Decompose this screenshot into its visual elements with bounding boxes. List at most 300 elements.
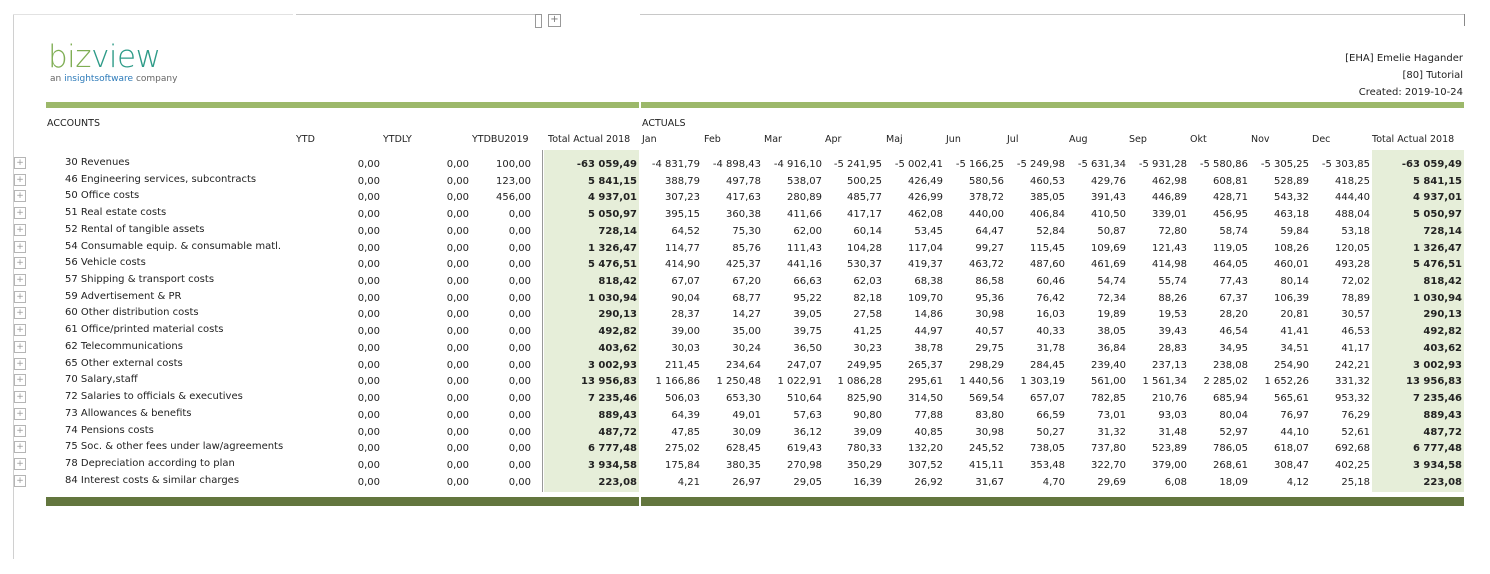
expand-row-icon[interactable]: + [14,207,26,219]
month-cell: 786,05 [1213,443,1248,455]
month-cell: 385,05 [1030,192,1065,204]
month-cell: 28,37 [671,309,700,321]
month-cell: -5 580,86 [1199,159,1248,170]
ytdbu2019-cell: 0,00 [508,309,531,321]
month-cell: 210,76 [1152,393,1187,405]
ytdly-cell: 0,00 [446,276,469,288]
month-cell: 26,92 [914,476,943,488]
expand-row-icon[interactable]: + [14,241,26,253]
month-cell: 653,30 [726,393,761,405]
ytdly-cell: 0,00 [446,443,469,455]
column-header-right-8: Sep [1129,134,1147,145]
month-cell: 76,42 [1036,292,1065,304]
ytdbu2019-cell: 0,00 [508,276,531,288]
month-cell: 19,53 [1158,309,1187,321]
table-row [0,306,1490,323]
month-cell: 350,29 [847,459,882,471]
month-cell: 237,13 [1152,359,1187,371]
month-cell: 114,77 [665,242,700,254]
table-row [0,206,1490,223]
column-header-right-11: Dec [1312,134,1331,145]
month-cell: 417,17 [847,209,882,221]
expand-row-icon[interactable]: + [14,324,26,336]
total-actual-cell: 290,13 [598,309,637,321]
month-cell: 1 561,34 [1142,376,1187,388]
month-cell: 93,03 [1158,409,1187,421]
month-cell: 211,45 [665,359,700,371]
total-actual-cell: 1 326,47 [587,242,637,254]
month-cell: 446,89 [1152,192,1187,204]
ytdbu2019-cell: 0,00 [508,292,531,304]
month-cell: 28,83 [1158,342,1187,354]
month-cell: 36,84 [1097,342,1126,354]
month-cell: 485,77 [847,192,882,204]
table-row [0,357,1490,374]
month-cell: 52,84 [1036,225,1065,237]
total-actual-cell: 1 030,94 [587,292,637,304]
month-cell: 38,05 [1097,326,1126,338]
ytd-cell: 0,00 [357,242,380,254]
table-row [0,290,1490,307]
ytdbu2019-cell: 100,00 [496,159,531,170]
month-cell: 90,80 [853,409,882,421]
table-row [0,273,1490,290]
month-cell: 36,50 [793,342,822,354]
month-cell: 39,09 [853,426,882,438]
month-cell: 52,61 [1341,426,1370,438]
ytdly-cell: 0,00 [446,393,469,405]
expand-icon[interactable]: + [548,14,561,27]
month-cell: 31,78 [1036,342,1065,354]
expand-row-icon[interactable]: + [14,257,26,269]
month-cell: 500,25 [847,175,882,187]
month-cell: 30,23 [853,342,882,354]
month-cell: 314,50 [908,393,943,405]
month-cell: 108,26 [1274,242,1309,254]
month-cell: 121,43 [1152,242,1187,254]
account-name: 51 Real estate costs [65,207,167,219]
month-cell: 1 166,86 [655,376,700,388]
month-cell: 39,05 [793,309,822,321]
month-cell: 39,00 [671,326,700,338]
total-actual-cell: 13 956,83 [581,376,637,388]
month-cell: 463,18 [1274,209,1309,221]
ytdly-cell: 0,00 [446,192,469,204]
month-cell: 16,03 [1036,309,1065,321]
month-cell: 67,07 [671,276,700,288]
month-cell: -5 303,85 [1321,159,1370,170]
month-cell: 268,61 [1213,459,1248,471]
ytd-cell: 0,00 [357,376,380,388]
month-cell: 628,45 [726,443,761,455]
ytd-cell: 0,00 [357,476,380,488]
account-name: 75 Soc. & other fees under law/agreements [65,441,284,453]
total-actual-cell: 889,43 [598,409,637,421]
month-cell: 460,01 [1274,259,1309,271]
ytdly-cell: 0,00 [446,459,469,471]
logo-tagline-suffix: company [133,74,178,84]
account-name: 70 Salary,staff [65,374,138,386]
month-cell: 95,22 [793,292,822,304]
month-cell: 307,23 [665,192,700,204]
month-cell: 538,07 [787,175,822,187]
month-cell: 53,18 [1341,225,1370,237]
table-row [0,156,1490,173]
month-cell: 38,78 [914,342,943,354]
month-cell: 25,18 [1341,476,1370,488]
month-cell: 461,69 [1091,259,1126,271]
ytdly-cell: 0,00 [446,426,469,438]
month-cell: 66,63 [793,276,822,288]
total-actual-right-cell: 290,13 [1423,309,1462,321]
total-actual-right-cell: 818,42 [1423,276,1462,288]
month-cell: 47,85 [671,426,700,438]
total-actual-right-cell: -63 059,49 [1401,159,1462,170]
ytd-cell: 0,00 [357,225,380,237]
column-header-right-5: Jun [946,134,961,145]
month-cell: 31,67 [975,476,1004,488]
month-cell: 1 303,19 [1020,376,1065,388]
right-footer-bar [641,497,1464,506]
month-cell: 543,32 [1274,192,1309,204]
month-cell: 95,36 [975,292,1004,304]
pane-splitter-handle[interactable] [535,14,542,28]
month-cell: -4 831,79 [651,159,700,170]
ytdly-cell: 0,00 [446,326,469,338]
total-actual-cell: 728,14 [598,225,637,237]
ytd-cell: 0,00 [357,459,380,471]
account-name: 72 Salaries to officials & executives [65,391,243,403]
month-cell: 1 022,91 [777,376,822,388]
column-header-left-3: Total Actual 2018 [548,134,631,145]
ytdbu2019-cell: 0,00 [508,326,531,338]
month-cell: 388,79 [665,175,700,187]
month-cell: 426,49 [908,175,943,187]
month-cell: 414,98 [1152,259,1187,271]
month-cell: 523,89 [1152,443,1187,455]
total-actual-right-cell: 4 937,01 [1412,192,1462,204]
expand-row-icon[interactable]: + [14,291,26,303]
ytdbu2019-cell: 0,00 [508,443,531,455]
total-actual-cell: 3 934,58 [587,459,637,471]
month-cell: 83,80 [975,409,1004,421]
month-cell: 619,43 [787,443,822,455]
ytdly-cell: 0,00 [446,476,469,488]
column-header-right-12: Total Actual 2018 [1372,134,1455,145]
month-cell: 497,78 [726,175,761,187]
left-header-bar [46,102,639,108]
month-cell: 953,32 [1335,393,1370,405]
account-name: 56 Vehicle costs [65,257,146,269]
month-cell: 353,48 [1030,459,1065,471]
month-cell: 462,08 [908,209,943,221]
month-cell: 99,27 [975,242,1004,254]
month-cell: 308,47 [1274,459,1309,471]
expand-row-icon[interactable]: + [14,391,26,403]
ytd-cell: 0,00 [357,159,380,170]
total-actual-cell: 3 002,93 [587,359,637,371]
account-name: 84 Interest costs & similar charges [65,474,240,486]
left-footer-bar [46,497,639,506]
month-cell: 111,43 [787,242,822,254]
month-cell: 41,25 [853,326,882,338]
table-row [0,390,1490,407]
month-cell: 73,01 [1097,409,1126,421]
ytdbu2019-cell: 0,00 [508,476,531,488]
ytd-cell: 0,00 [357,292,380,304]
month-cell: 275,02 [665,443,700,455]
ytdly-cell: 0,00 [446,376,469,388]
month-cell: 234,64 [726,359,761,371]
ytd-cell: 0,00 [357,359,380,371]
ytdbu2019-cell: 456,00 [496,192,531,204]
account-name: 46 Engineering services, subcontracts [65,173,257,185]
month-cell: 608,81 [1213,175,1248,187]
expand-row-icon[interactable]: + [14,274,26,286]
month-cell: 62,03 [853,276,882,288]
total-actual-right-cell: 487,72 [1423,426,1462,438]
column-header-right-10: Nov [1251,134,1270,145]
total-actual-cell: 4 937,01 [587,192,637,204]
month-cell: 16,39 [853,476,882,488]
month-cell: 528,89 [1274,175,1309,187]
ytdly-cell: 0,00 [446,175,469,187]
left-pane-scroll-track[interactable] [296,14,536,15]
month-cell: 59,84 [1280,225,1309,237]
month-cell: 18,09 [1219,476,1248,488]
logo-text-biz: biz [48,39,92,75]
expand-row-icon[interactable]: + [14,441,26,453]
account-name: 59 Advertisement & PR [65,290,182,302]
total-actual-cell: 6 777,48 [587,443,637,455]
expand-row-icon[interactable]: + [14,408,26,420]
month-cell: 77,88 [914,409,943,421]
table-row [0,240,1490,257]
month-cell: -5 166,25 [955,159,1004,170]
month-cell: 239,40 [1091,359,1126,371]
month-cell: 88,26 [1158,292,1187,304]
month-cell: 34,51 [1280,342,1309,354]
month-cell: 41,17 [1341,342,1370,354]
expand-row-icon[interactable]: + [14,224,26,236]
ytdbu2019-cell: 0,00 [508,376,531,388]
ytd-cell: 0,00 [357,393,380,405]
month-cell: 406,84 [1030,209,1065,221]
month-cell: 561,00 [1091,376,1126,388]
month-cell: -5 631,34 [1077,159,1126,170]
total-actual-right-cell: 403,62 [1423,342,1462,354]
month-cell: 72,80 [1158,225,1187,237]
table-row [0,189,1490,206]
ytd-cell: 0,00 [357,259,380,271]
column-header-left-0: YTD [296,134,315,145]
expand-row-icon[interactable]: + [14,475,26,487]
month-cell: 76,97 [1280,409,1309,421]
column-header-right-6: Jul [1007,134,1019,145]
month-cell: 30,57 [1341,309,1370,321]
month-cell: 27,58 [853,309,882,321]
expand-row-icon[interactable]: + [14,174,26,186]
ytd-cell: 0,00 [357,342,380,354]
total-actual-cell: 7 235,46 [587,393,637,405]
month-cell: 391,43 [1091,192,1126,204]
month-cell: 464,05 [1213,259,1248,271]
month-cell: 657,07 [1030,393,1065,405]
month-cell: 298,29 [969,359,1004,371]
month-cell: 28,20 [1219,309,1248,321]
column-header-left-1: YTDLY [383,134,412,145]
month-cell: 488,04 [1335,209,1370,221]
total-actual-right-cell: 6 777,48 [1412,443,1462,455]
month-cell: 120,05 [1335,242,1370,254]
month-cell: 82,18 [853,292,882,304]
month-cell: 1 086,28 [837,376,882,388]
month-cell: 444,40 [1335,192,1370,204]
month-cell: 20,81 [1280,309,1309,321]
total-actual-right-cell: 728,14 [1423,225,1462,237]
expand-row-icon[interactable]: + [14,374,26,386]
month-cell: 425,37 [726,259,761,271]
table-row [0,457,1490,474]
created-date: Created: 2019-10-24 [1358,87,1463,98]
month-cell: 4,21 [677,476,700,488]
month-cell: 19,89 [1097,309,1126,321]
column-header-right-4: Maj [886,134,903,145]
month-cell: 85,76 [732,242,761,254]
month-cell: 29,75 [975,342,1004,354]
month-cell: 426,99 [908,192,943,204]
month-cell: 40,85 [914,426,943,438]
month-cell: 1 652,26 [1264,376,1309,388]
ytdbu2019-cell: 0,00 [508,426,531,438]
month-cell: 46,53 [1341,326,1370,338]
month-cell: 40,57 [975,326,1004,338]
month-cell: -4 898,43 [712,159,761,170]
month-cell: 75,30 [732,225,761,237]
total-actual-right-cell: 1 030,94 [1412,292,1462,304]
ytd-cell: 0,00 [357,175,380,187]
month-cell: 2 285,02 [1203,376,1248,388]
month-cell: 109,70 [908,292,943,304]
total-actual-cell: 818,42 [598,276,637,288]
month-cell: 55,74 [1158,276,1187,288]
total-actual-right-cell: 889,43 [1423,409,1462,421]
total-actual-cell: 5 841,15 [587,175,637,187]
ytdly-cell: 0,00 [446,209,469,221]
month-cell: 510,64 [787,393,822,405]
month-cell: 247,07 [787,359,822,371]
ytdly-cell: 0,00 [446,359,469,371]
account-name: 61 Office/printed material costs [65,324,224,336]
month-cell: 104,28 [847,242,882,254]
month-cell: 493,28 [1335,259,1370,271]
month-cell: 402,25 [1335,459,1370,471]
table-row [0,173,1490,190]
ytdly-cell: 0,00 [446,309,469,321]
expand-row-icon[interactable]: + [14,307,26,319]
month-cell: 46,54 [1219,326,1248,338]
month-cell: 67,20 [732,276,761,288]
ytdbu2019-cell: 0,00 [508,225,531,237]
month-cell: -4 916,10 [773,159,822,170]
month-cell: 109,69 [1091,242,1126,254]
ytdbu2019-cell: 0,00 [508,209,531,221]
ytdbu2019-cell: 0,00 [508,359,531,371]
logo-tagline-brand: insightsoftware [64,74,134,84]
ytd-cell: 0,00 [357,276,380,288]
month-cell: 379,00 [1152,459,1187,471]
month-cell: 322,70 [1091,459,1126,471]
month-cell: 245,52 [969,443,1004,455]
month-cell: 4,12 [1286,476,1309,488]
ytdly-cell: 0,00 [446,225,469,237]
month-cell: 378,72 [969,192,1004,204]
month-cell: 58,74 [1219,225,1248,237]
month-cell: 76,29 [1341,409,1370,421]
month-cell: 738,05 [1030,443,1065,455]
month-cell: 428,71 [1213,192,1248,204]
report-info [1345,50,1463,101]
month-cell: 64,52 [671,225,700,237]
expand-row-icon[interactable]: + [14,425,26,437]
month-cell: 249,95 [847,359,882,371]
month-cell: 68,38 [914,276,943,288]
total-actual-right-cell: 223,08 [1423,476,1462,488]
ytdbu2019-cell: 0,00 [508,259,531,271]
month-cell: 50,87 [1097,225,1126,237]
month-cell: 410,50 [1091,209,1126,221]
month-cell: 30,03 [671,342,700,354]
account-name: 78 Depreciation according to plan [65,457,235,469]
month-cell: 86,58 [975,276,1004,288]
month-cell: 53,45 [914,225,943,237]
month-cell: 57,63 [793,409,822,421]
month-cell: 77,43 [1219,276,1248,288]
month-cell: 30,09 [732,426,761,438]
total-actual-right-cell: 1 326,47 [1412,242,1462,254]
month-cell: 31,48 [1158,426,1187,438]
total-actual-right-cell: 7 235,46 [1412,393,1462,405]
account-name: 60 Other distribution costs [65,307,199,319]
month-cell: 429,76 [1091,175,1126,187]
month-cell: 31,32 [1097,426,1126,438]
expand-row-icon[interactable]: + [14,458,26,470]
ytdbu2019-cell: 0,00 [508,459,531,471]
right-pane-scroll-track[interactable] [640,14,1465,15]
ytd-cell: 0,00 [357,192,380,204]
month-cell: 238,08 [1213,359,1248,371]
expand-row-icon[interactable]: + [14,157,26,169]
month-cell: 565,61 [1274,393,1309,405]
month-cell: 72,02 [1341,276,1370,288]
month-cell: 52,97 [1219,426,1248,438]
month-cell: 30,98 [975,309,1004,321]
month-cell: 295,61 [908,376,943,388]
expand-row-icon[interactable]: + [14,341,26,353]
expand-row-icon[interactable]: + [14,358,26,370]
month-cell: 270,98 [787,459,822,471]
scroll-end-marker [1464,14,1465,26]
account-name: 30 Revenues [65,157,130,168]
total-actual-cell: 5 050,97 [587,209,637,221]
accounts-section-label: ACCOUNTS [47,118,100,129]
month-cell: 692,68 [1335,443,1370,455]
account-name: 74 Pensions costs [65,424,154,436]
column-header-right-9: Okt [1190,134,1207,145]
month-cell: 40,33 [1036,326,1065,338]
expand-row-icon[interactable]: + [14,190,26,202]
column-header-right-2: Mar [764,134,782,145]
